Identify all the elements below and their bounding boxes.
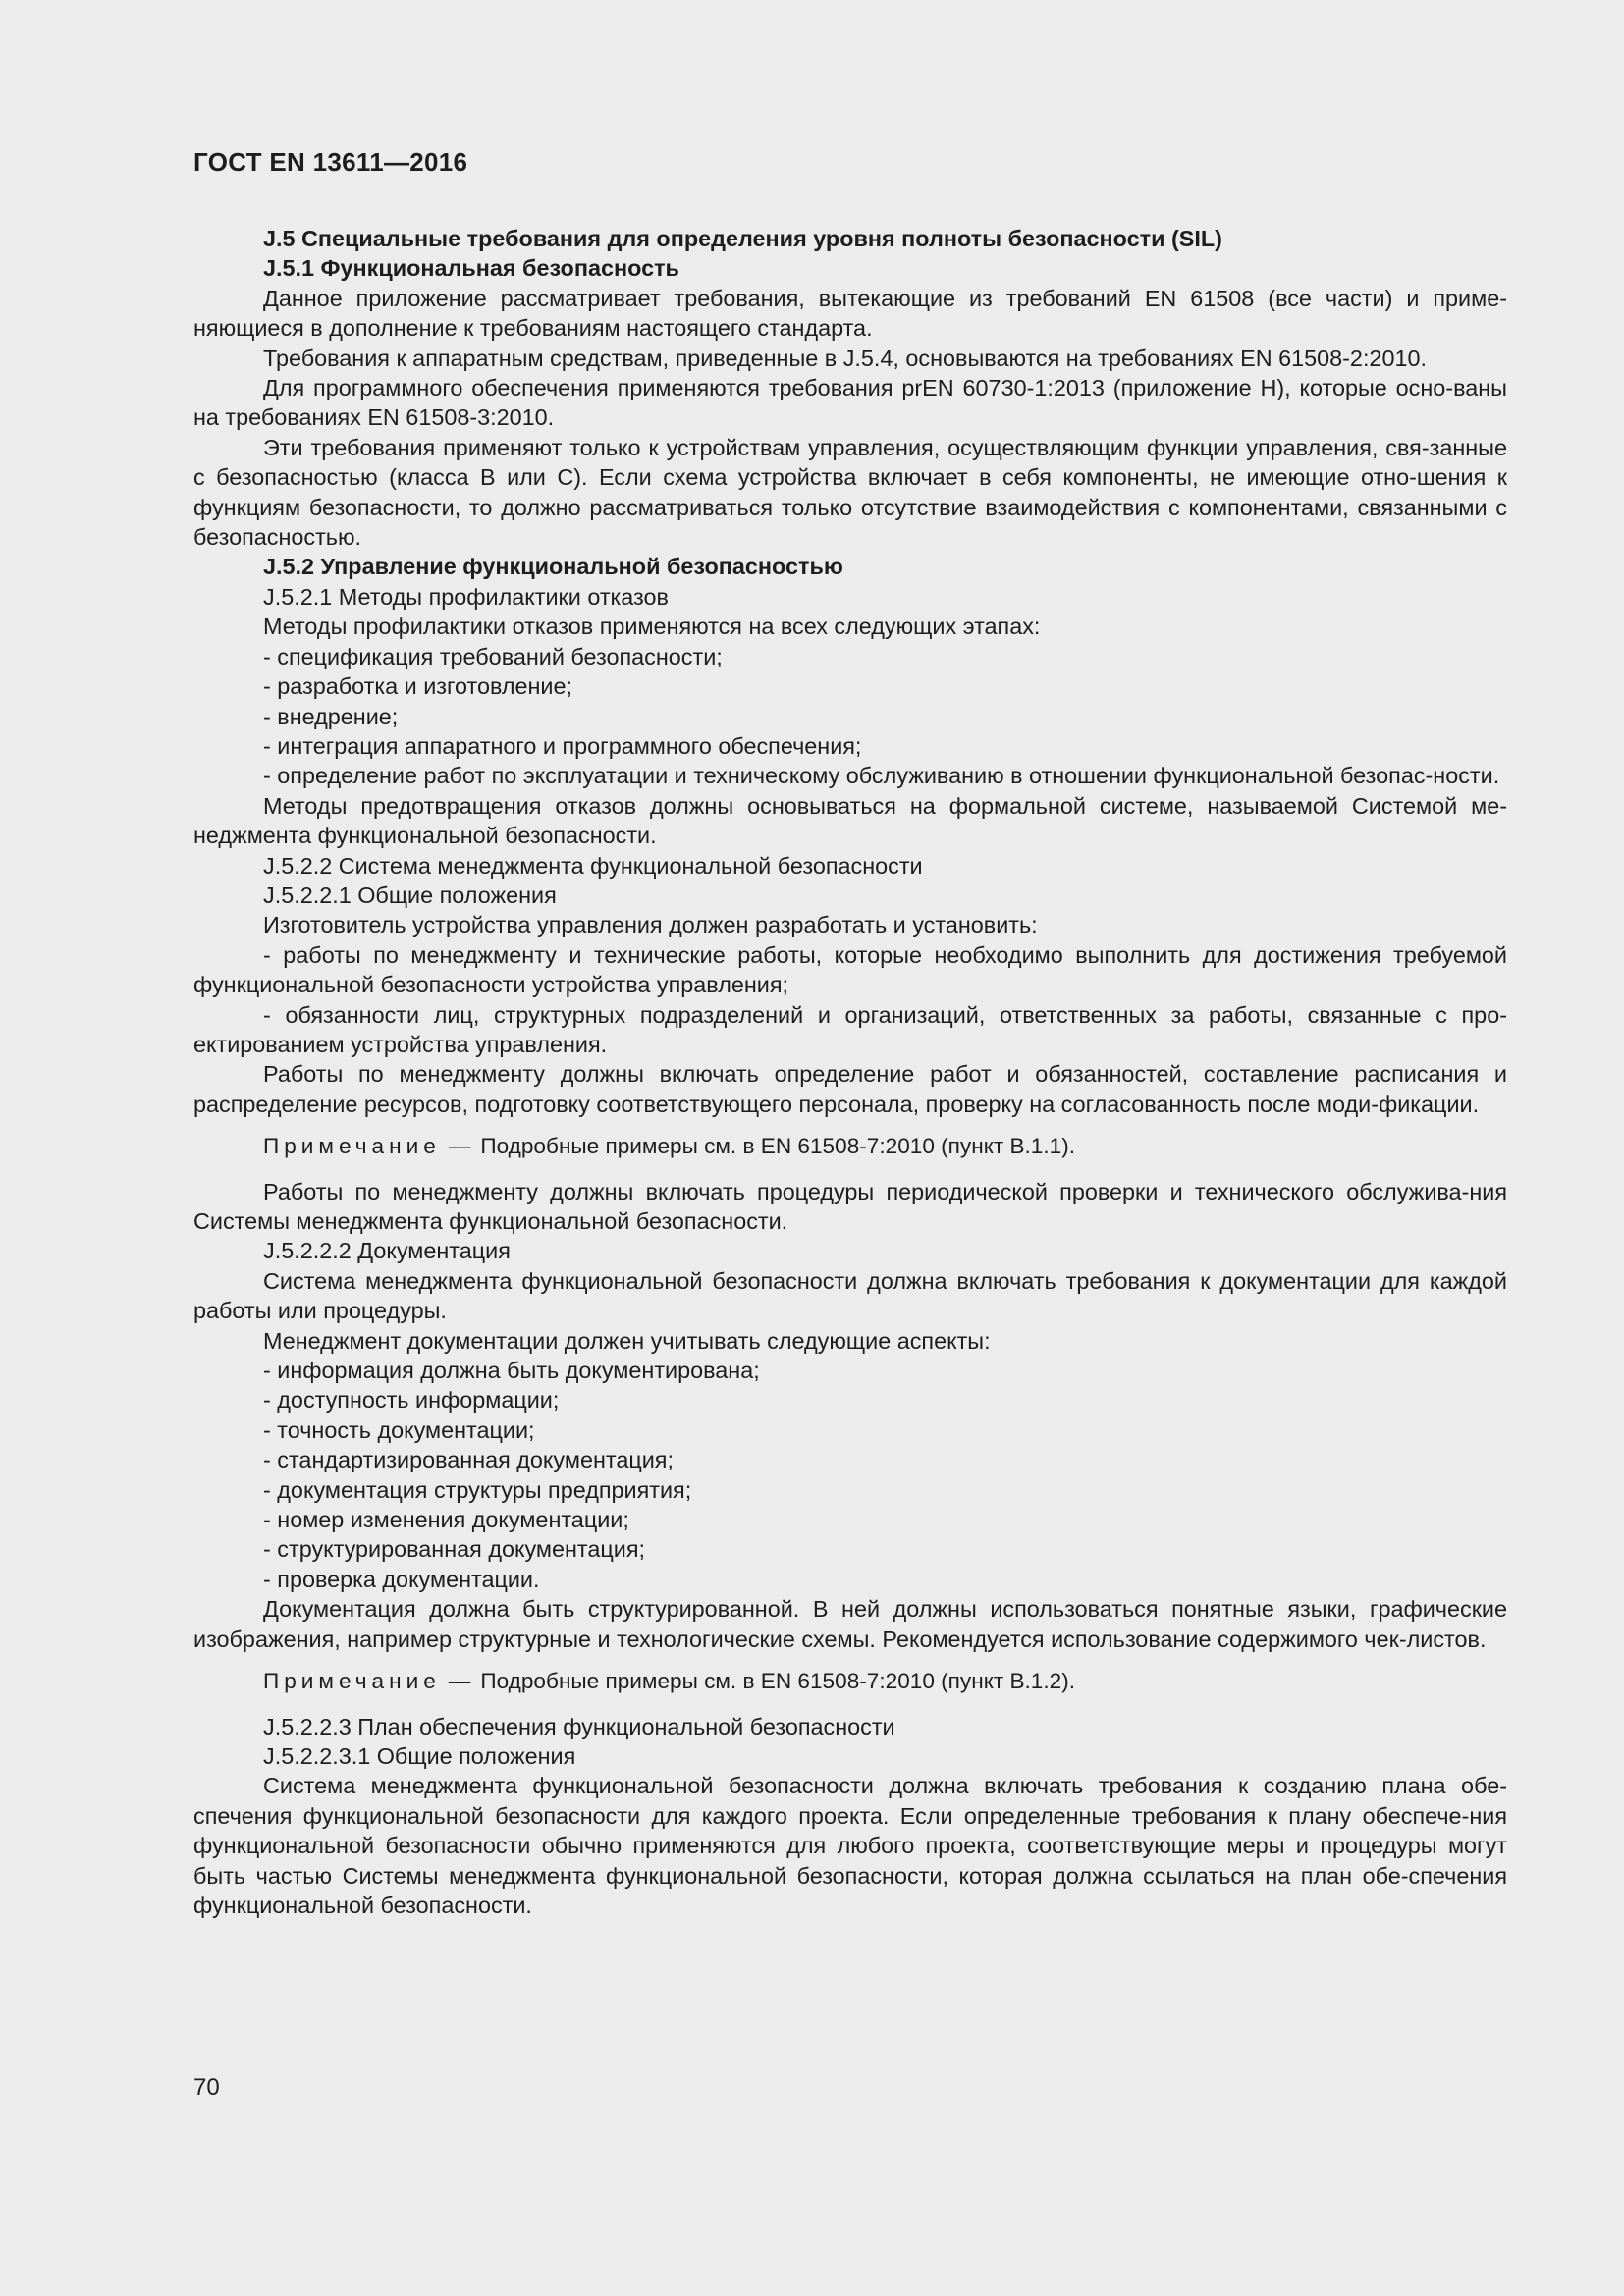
body-paragraph: Документация должна быть структурированной. В ней должны использоваться понятные языки, графические изображения, например структурные и технологические схемы. Рекомендуется использование содержимого чек-листов. (193, 1596, 1507, 1652)
body-paragraph: Менеджмент документации должен учитывать следующие аспекты: (263, 1327, 991, 1354)
note-label: Примечание (263, 1669, 441, 1694)
body-paragraph: Изготовитель устройства управления должен разработать и установить: (263, 912, 1038, 938)
list-item: - информация должна быть документирована; (263, 1358, 760, 1384)
body-paragraph: Работы по менеджменту должны включать определение работ и обязанностей, составление расписания и распределение ресурсов, подготовку соответствующего персонала, проверку на согласованность после моди-фикации. (193, 1061, 1507, 1117)
list-item: - обязанности лиц, структурных подразделений и организаций, ответственных за работы, связанные с про-ектированием устройства управления. (193, 1001, 1507, 1057)
body-paragraph: Методы профилактики отказов применяются на всех следующих этапах: (263, 614, 1041, 640)
list-item: - проверка документации. (263, 1566, 540, 1592)
body-paragraph: Требования к аппаратным средствам, приведенные в J.5.4, основываются на требованиях EN 61508-2:2010. (263, 345, 1427, 371)
section-heading: J.5.2 Управление функциональной безопасностью (263, 554, 843, 580)
note-paragraph (193, 1132, 1507, 1161)
list-item: - спецификация требований безопасности; (263, 643, 723, 669)
body-paragraph: Данное приложение рассматривает требования, вытекающие из требований EN 61508 (все части) и приме-няющиеся в дополнение к требованиям настоящего стандарта. (193, 285, 1507, 342)
section-heading: J.5.2.2.1 Общие положения (263, 881, 557, 908)
list-item: - стандартизированная документация; (263, 1447, 674, 1473)
list-item: - разработка и изготовление; (263, 673, 573, 700)
list-item: - доступность информации; (263, 1387, 560, 1414)
note-paragraph (193, 1667, 1507, 1696)
body-paragraph: Эти требования применяют только к устройствам управления, осуществляющим функции управления, свя-занные с безопасностью (класса B или C). Если схема устройства включает в себя компоненты, не имеющие отно-шения к функциям безопасности, то должно рассматриваться только отсутствие взаимодействия с компонентами, связанными с безопасностью. (193, 434, 1507, 551)
list-item: - внедрение; (263, 703, 399, 729)
list-item: - документация структуры предприятия; (263, 1476, 692, 1503)
section-heading: J.5.2.1 Методы профилактики отказов (263, 583, 669, 610)
section-heading: J.5.2.2.3 План обеспечения функциональной безопасности (263, 1713, 895, 1739)
body-paragraph: Методы предотвращения отказов должны основываться на формальной системе, называемой Системой ме-неджмента функциональной безопасности. (193, 792, 1507, 849)
section-heading: J.5.1 Функциональная безопасность (263, 255, 679, 282)
list-item: - номер изменения документации; (263, 1507, 629, 1533)
body-paragraph: Система менеджмента функциональной безопасности должна включать требования к созданию плана обе-спечения функциональной безопасности для каждого проекта. Если определенные требования к плану обеспече-ния функциональной безопасности обычно применяются для любого проекта, соответствующие меры и процедуры могут быть частью Системы менеджмента функциональной безопасности, которая должна ссылаться на план обе-спечения функциональной безопасности. (193, 1773, 1507, 1918)
section-heading: J.5 Специальные требования для определения уровня полноты безопасности (SIL) (263, 226, 1222, 251)
note-text: Подробные примеры см. в EN 61508-7:2010 (пункт B.1.1). (480, 1134, 1076, 1159)
note-dash: — (448, 1134, 471, 1159)
standard-header: ГОСТ EN 13611—2016 (193, 147, 468, 177)
body-paragraph: Для программного обеспечения применяются требования prEN 60730-1:2013 (приложение H), которые осно-ваны на требованиях EN 61508-3:2010. (193, 375, 1507, 431)
page-number: 70 (193, 2074, 220, 2101)
list-item: - структурированная документация; (263, 1536, 645, 1563)
section-heading: J.5.2.2.2 Документация (263, 1238, 511, 1264)
note-text: Подробные примеры см. в EN 61508-7:2010 (пункт B.1.2). (480, 1669, 1076, 1694)
section-heading: J.5.2.2 Система менеджмента функциональной безопасности (263, 852, 923, 879)
note-dash: — (448, 1669, 471, 1694)
body-paragraph: Система менеджмента функциональной безопасности должна включать требования к документации для каждой работы или процедуры. (193, 1267, 1507, 1324)
document-body (193, 224, 1507, 1920)
list-item: - определение работ по эксплуатации и техническому обслуживанию в отношении функциональной безопас-ности. (263, 763, 1500, 789)
list-item: - работы по менеджменту и технические работы, которые необходимо выполнить для достижения требуемой функциональной безопасности устройства управления; (193, 941, 1507, 998)
note-label: Примечание (263, 1134, 441, 1159)
list-item: - интеграция аппаратного и программного обеспечения; (263, 732, 862, 759)
body-paragraph: Работы по менеджменту должны включать процедуры периодической проверки и технического обслужива-ния Системы менеджмента функциональной безопасности. (193, 1178, 1507, 1234)
list-item: - точность документации; (263, 1416, 535, 1443)
section-heading: J.5.2.2.3.1 Общие положения (263, 1742, 576, 1769)
